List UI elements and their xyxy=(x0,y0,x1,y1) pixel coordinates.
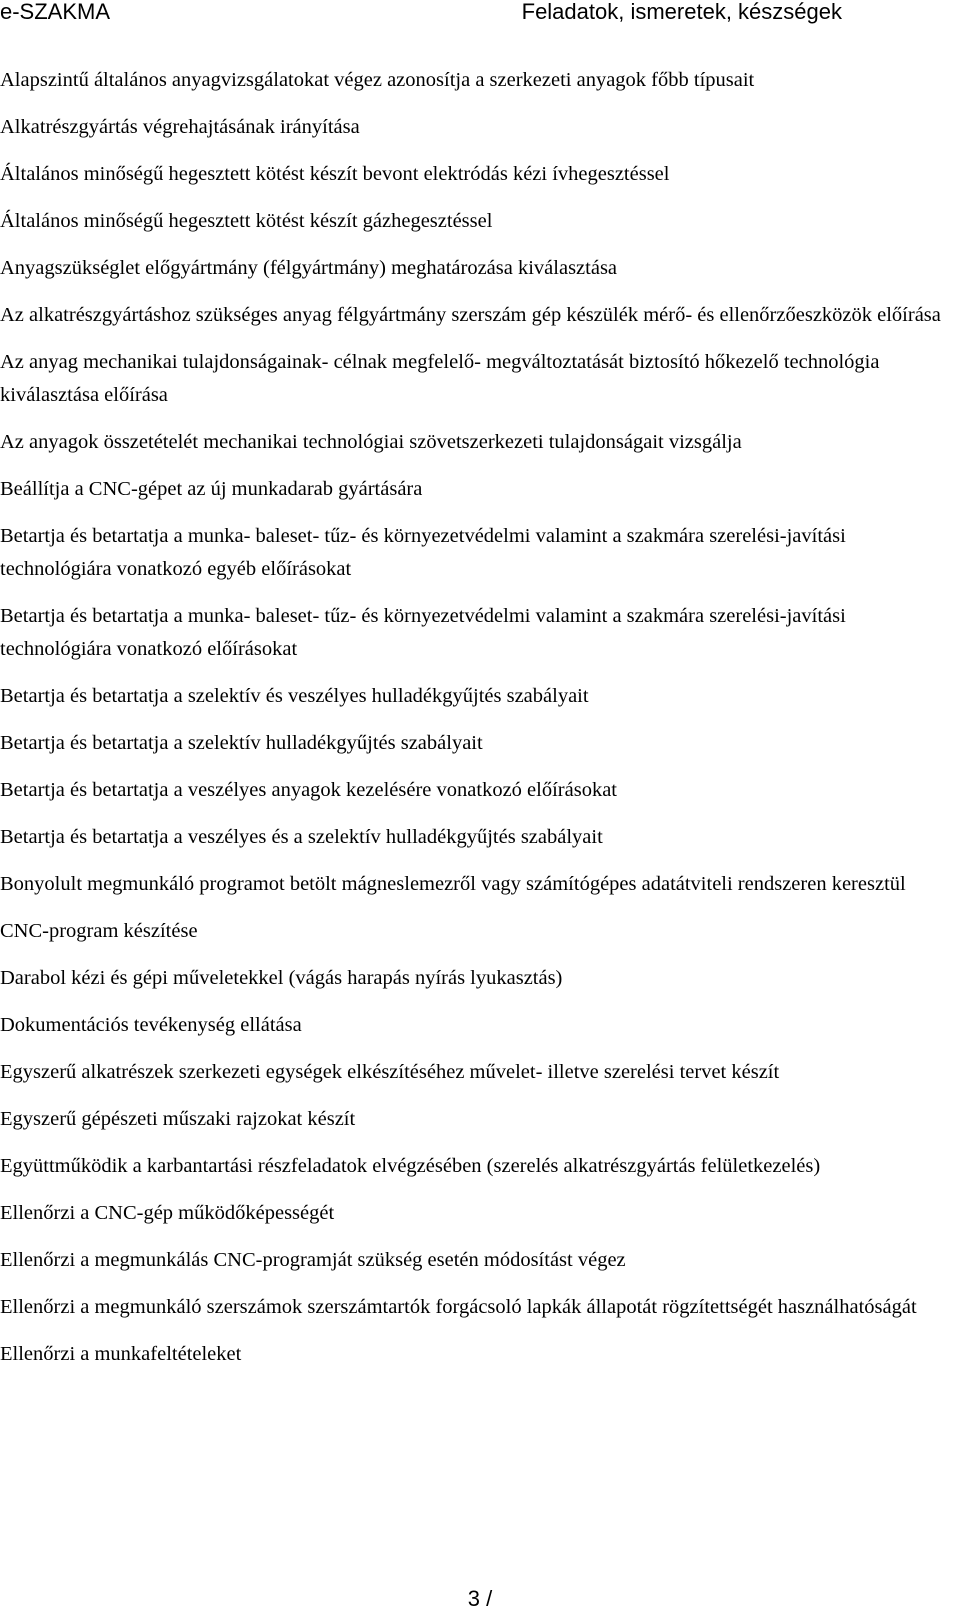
list-item: Alapszintű általános anyagvizsgálatokat végez azonosítja a szerkezeti anyagok főbb típusait xyxy=(0,69,755,91)
list-item: Betartja és betartatja a munka- baleset- tűz- és környezetvédelmi valamint a szakmára szerelési-javítási technológiára vonatkozó egyéb előírásokat xyxy=(0,525,846,580)
list-item: Általános minőségű hegesztett kötést készít bevont elektródás kézi ívhegesztéssel xyxy=(0,163,670,185)
list-item: Darabol kézi és gépi műveletekkel (vágás harapás nyírás lyukasztás) xyxy=(0,967,563,989)
list-item: Anyagszükséglet előgyártmány (félgyártmány) meghatározása kiválasztása xyxy=(0,257,618,279)
list-item: Betartja és betartatja a szelektív és veszélyes hulladékgyűjtés szabályait xyxy=(0,685,589,707)
site-name: e-SZAKMA xyxy=(0,0,111,24)
list-item: Betartja és betartatja a munka- baleset- tűz- és környezetvédelmi valamint a szakmára szerelési-javítási technológiára vonatkozó előírásokat xyxy=(0,605,846,660)
list-item: Az alkatrészgyártáshoz szükséges anyag félgyártmány szerszám gép készülék mérő- és ellenőrzőeszközök előírása xyxy=(0,304,941,326)
list-item: Általános minőségű hegesztett kötést készít gázhegesztéssel xyxy=(0,210,493,232)
page-header xyxy=(0,0,960,30)
list-item: Együttműködik a karbantartási részfeladatok elvégzésében (szerelés alkatrészgyártás felületkezelés) xyxy=(0,1155,821,1177)
section-title: Feladatok, ismeretek, készségek xyxy=(521,0,842,24)
list-item: Alkatrészgyártás végrehajtásának irányítása xyxy=(0,116,360,138)
list-item: CNC-program készítése xyxy=(0,920,198,942)
list-item: Beállítja a CNC-gépet az új munkadarab gyártására xyxy=(0,478,423,500)
list-item: Betartja és betartatja a szelektív hulladékgyűjtés szabályait xyxy=(0,732,483,754)
list-item: Ellenőrzi a megmunkáló szerszámok szerszámtartók forgácsoló lapkák állapotát rögzítettségét használhatóságát xyxy=(0,1296,917,1318)
list-item: Dokumentációs tevékenység ellátása xyxy=(0,1014,302,1036)
list-item: Ellenőrzi a CNC-gép működőképességét xyxy=(0,1202,335,1224)
page-number: 3 / xyxy=(467,1586,493,1611)
list-item: Az anyag mechanikai tulajdonságainak- célnak megfelelő- megváltoztatását biztosító hőkezelő technológia kiválasztása előírása xyxy=(0,351,880,406)
list-item: Egyszerű alkatrészek szerkezeti egységek elkészítéséhez művelet- illetve szerelési tervet készít xyxy=(0,1061,780,1083)
list-item: Betartja és betartatja a veszélyes anyagok kezelésére vonatkozó előírásokat xyxy=(0,779,617,801)
list-item: Ellenőrzi a munkafeltételeket xyxy=(0,1343,242,1365)
task-list xyxy=(0,64,955,1385)
list-item: Egyszerű gépészeti műszaki rajzokat készít xyxy=(0,1108,356,1130)
list-item: Betartja és betartatja a veszélyes és a szelektív hulladékgyűjtés szabályait xyxy=(0,826,603,848)
list-item: Ellenőrzi a megmunkálás CNC-programját szükség esetén módosítást végez xyxy=(0,1249,626,1271)
list-item: Az anyagok összetételét mechanikai technológiai szövetszerkezeti tulajdonságait vizsgálja xyxy=(0,431,742,453)
list-item: Bonyolult megmunkáló programot betölt mágneslemezről vagy számítógépes adatátviteli rendszeren keresztül xyxy=(0,873,906,895)
